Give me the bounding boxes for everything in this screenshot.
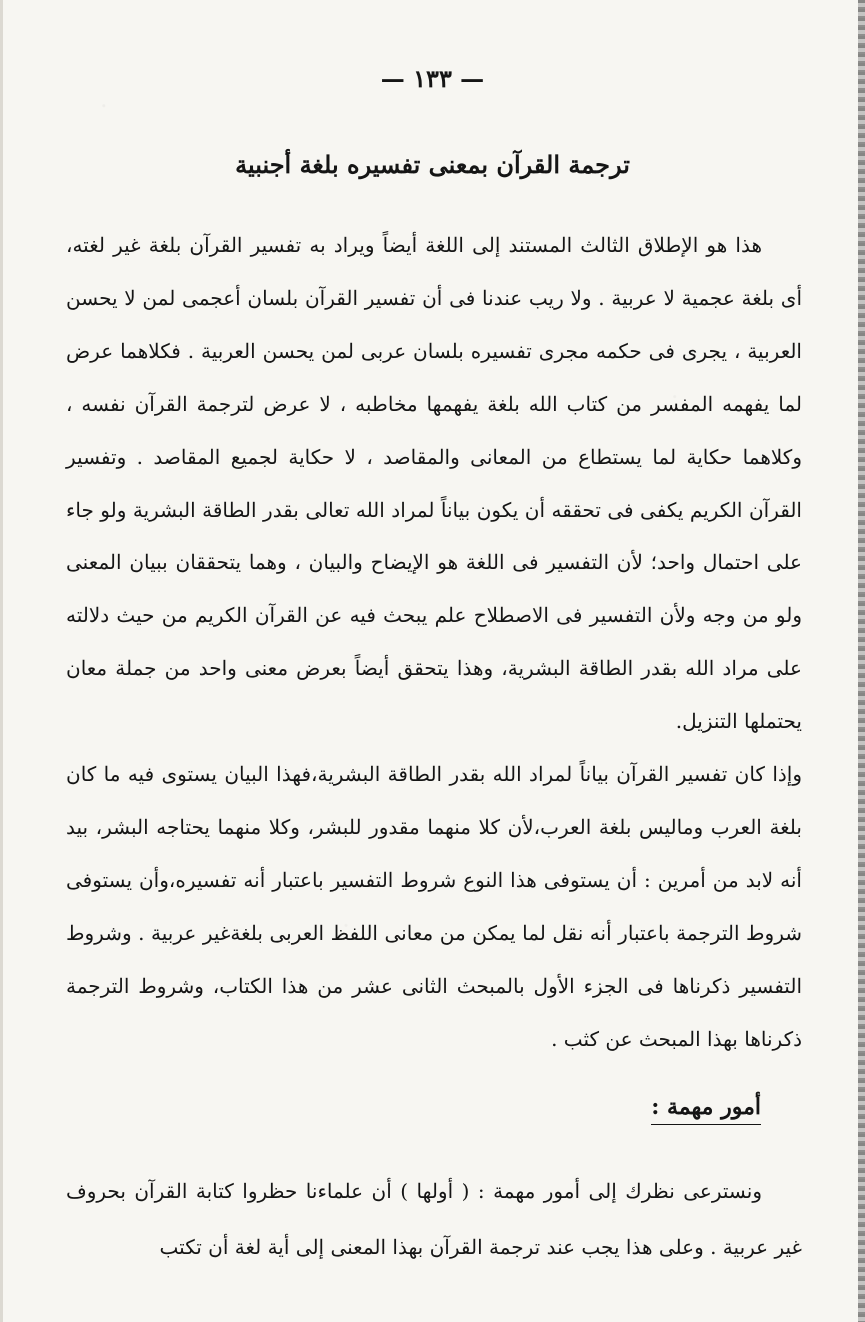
paragraph-1 (66, 219, 802, 748)
page-number: — ١٣٣ — (380, 64, 485, 93)
page-right-edge (858, 0, 865, 1322)
paragraph-2 (66, 748, 802, 1065)
subsection-body (66, 1163, 802, 1275)
paragraph-3 (66, 1163, 802, 1275)
section-title: ترجمة القرآن بمعنى تفسيره بلغة أجنبية (235, 150, 630, 179)
body-text (66, 219, 802, 1066)
paragraph-3-text: ونسترعى نظرك إلى أمور مهمة : ( أولها ) أن علماءنا حظروا كتابة القرآن بحروف غير عربية . وعلى هذا يجب عند ترجمة القرآن بهذا المعنى إلى أية لغة أن تكتب (66, 1179, 802, 1259)
subsection-heading: أمور مهمة : (651, 1094, 761, 1125)
paragraph-2-text: وإذا كان تفسير القرآن بياناً لمراد الله بقدر الطاقة البشرية،فهذا البيان يستوى فيه ما كان بلغة العرب وماليس بلغة العرب،لأن كلا منهما مقدور للبشر، وكلا منهما يحتاجه البشر، بيد أنه لابد من أمرين : أن يستوفى هذا النوع شروط التفسير باعتبار أنه تفسيره،وأن يستوفى شروط الترجمة باعتبار أنه نقل لما يمكن من معانى اللفظ العربى بلغةغير عربية . وشروط التفسير ذكرناها فى الجزء الأول بالمبحث الثانى عشر من هذا الكتاب، وشروط الترجمة ذكرناها بهذا المبحث عن كثب . (66, 762, 802, 1051)
paragraph-1-text: هذا هو الإطلاق الثالث المستند إلى اللغة أيضاً ويراد به تفسير القرآن بلغة غير لغته، أى بلغة عجمية لا عربية . ولا ريب عندنا فى أن تفسير القرآن بلسان أعجمى لمن لا يحسن العربية ، يجرى فى حكمه مجرى تفسيره بلسان عربى لمن يحسن العربية . فكلاهما عرض لما يفهمه المفسر من كتاب الله بلغة يفهمها مخاطبه ، لا عرض لترجمة القرآن نفسه ، وكلاهما حكاية لما يستطاع من المعانى والمقاصد ، لا حكاية لجميع المقاصد . وتفسير القرآن الكريم يكفى فى تحققه أن يكون بياناً لمراد الله تعالى بقدر الطاقة البشرية ولو جاء على احتمال واحد؛ لأن التفسير فى اللغة هو الإيضاح والبيان ، وهما يتحققان ببيان المعنى ولو من وجه ولأن التفسير فى الاصطلاح علم يبحث فيه عن القرآن الكريم من حيث دلالته على مراد الله بقدر الطاقة البشرية، وهذا يتحقق أيضاً بعرض معنى واحد من جملة معان يحتملها التنزيل. (66, 233, 802, 734)
page-left-edge (0, 0, 3, 1322)
